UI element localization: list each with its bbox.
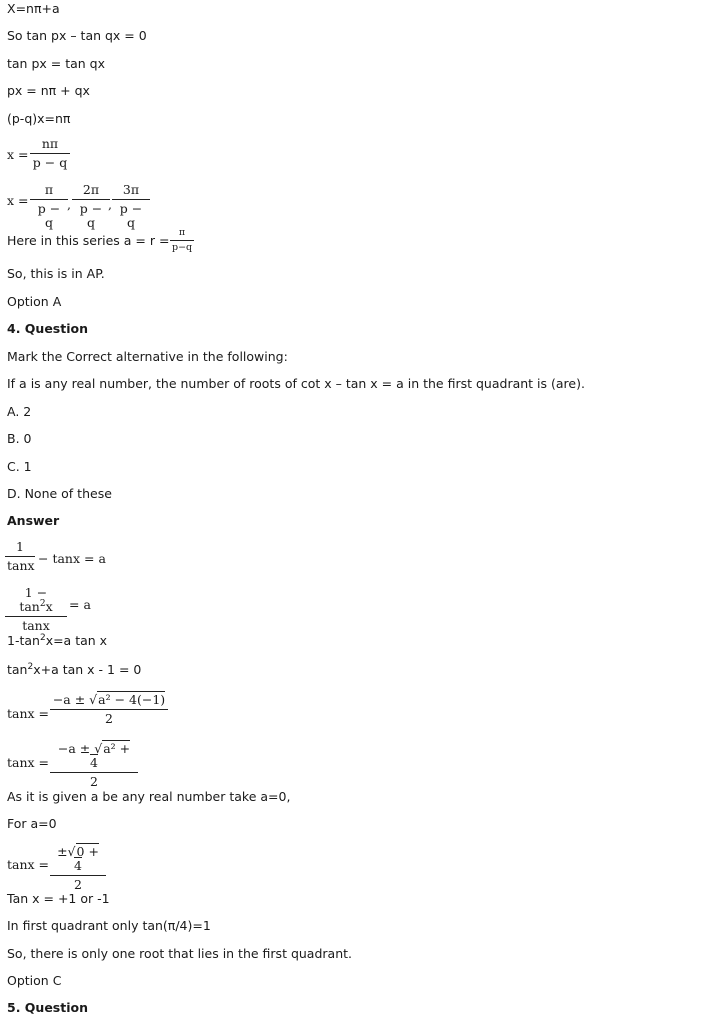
fraction-simplified-formula [50, 742, 138, 789]
denominator: tanx [5, 616, 67, 633]
denominator: 2 [50, 709, 168, 726]
line-part: x+a tan x - 1 = 0 [33, 662, 142, 677]
comma-1: , [67, 197, 71, 212]
numerator [50, 845, 106, 875]
tanx-eq-label-2: tanx = [7, 755, 50, 770]
line-tan-pm-one: Tan x = +1 or -1 [7, 891, 110, 906]
fraction-2pi-over-pmq [72, 183, 110, 230]
pm-sign: ± [57, 844, 68, 859]
radicand: a² − 4(−1) [98, 692, 166, 707]
question-5-heading: 5. Question [7, 1000, 88, 1015]
denominator: 2 [50, 875, 106, 892]
numerator [50, 693, 168, 709]
numerator: π [44, 182, 54, 197]
numerator: 1 [16, 539, 24, 554]
tanx-eq-label-1: tanx = [7, 706, 50, 721]
numerator: π [178, 227, 186, 238]
line-part: x=a tan x [45, 633, 108, 648]
fraction-pi-over-pmq-small [170, 228, 194, 253]
numerator [5, 586, 67, 616]
sqrt-symbol: √ [89, 692, 98, 707]
denominator: tanx [7, 558, 35, 573]
square-exponent: 2 [39, 599, 46, 609]
numerator: 2π [82, 182, 100, 197]
choice-b: B. 0 [7, 431, 32, 446]
line-only-one-root: So, there is only one root that lies in the first quadrant. [7, 946, 352, 961]
minus-tanx-eq-a: − tanx = a [38, 551, 106, 566]
radicand: 0 + 4 [74, 844, 99, 873]
x-eq-label-2: x = [7, 193, 29, 208]
line-x-eq-npi-a: X=nπ+a [7, 1, 60, 16]
fraction-3pi-over-pmq [112, 183, 150, 230]
sqrt-symbol: √ [67, 844, 76, 859]
fraction-a-zero [50, 845, 106, 892]
line-part: tan [7, 662, 28, 677]
denominator: p − q [112, 199, 150, 230]
question-4-heading: 4. Question [7, 321, 88, 336]
fraction-npi-over-pmq [30, 137, 70, 170]
line-take-a-zero: As it is given a be any real number take a=0, [7, 789, 291, 804]
line-part: 1-tan [7, 633, 40, 648]
square-exponent: 2 [27, 662, 34, 672]
fraction-1-minus-tan2x-over-tanx [5, 586, 67, 633]
neg-a-pm: −a ± [52, 692, 86, 707]
line-px-eq: px = nπ + qx [7, 83, 90, 98]
line-tan-diff: So tan px – tan qx = 0 [7, 28, 147, 43]
denominator: 2 [50, 772, 138, 789]
tanx-eq-label-3: tanx = [7, 857, 50, 872]
numerator-var: x [45, 599, 53, 614]
numerator: 3π [122, 182, 140, 197]
choice-c: C. 1 [7, 459, 32, 474]
line-option-c: Option C [7, 973, 62, 988]
choice-a: A. 2 [7, 404, 32, 419]
denominator: p − q [72, 199, 110, 230]
fraction-pi-over-pmq [30, 183, 68, 230]
line-1-minus-tan2x [7, 633, 107, 648]
radicand: a² + 4 [90, 741, 131, 770]
neg-a-pm: −a ± [57, 741, 91, 756]
line-p-q-x: (p-q)x=nπ [7, 111, 71, 126]
question-4-text: If a is any real number, the number of roots of cot x – tan x = a in the first quadrant is (are). [7, 376, 585, 391]
eq-a: = a [69, 597, 91, 612]
line-first-quadrant: In first quadrant only tan(π/4)=1 [7, 918, 211, 933]
x-eq-label-1: x = [7, 147, 29, 162]
denominator: p−q [172, 242, 193, 253]
fraction-1-over-tanx [5, 540, 35, 573]
line-option-a: Option A [7, 294, 62, 309]
square-exponent: 2 [39, 633, 46, 643]
line-for-a-zero: For a=0 [7, 816, 57, 831]
numerator [50, 742, 138, 772]
denominator: p − q [30, 199, 68, 230]
line-mark-correct: Mark the Correct alternative in the following: [7, 349, 288, 364]
line-quadratic [7, 662, 141, 677]
fraction-quadratic-formula [50, 693, 168, 726]
sqrt-symbol: √ [94, 741, 103, 756]
choice-d: D. None of these [7, 486, 112, 501]
line-tan-eq: tan px = tan qx [7, 56, 105, 71]
answer-heading: Answer [7, 513, 60, 528]
line-series-a-r: Here in this series a = r = [7, 233, 170, 248]
line-is-ap: So, this is in AP. [7, 266, 105, 281]
numerator-lead: 1 − tan [19, 585, 48, 614]
numerator: nπ [41, 136, 59, 151]
comma-2: , [108, 197, 112, 212]
denominator: p − q [30, 153, 70, 170]
